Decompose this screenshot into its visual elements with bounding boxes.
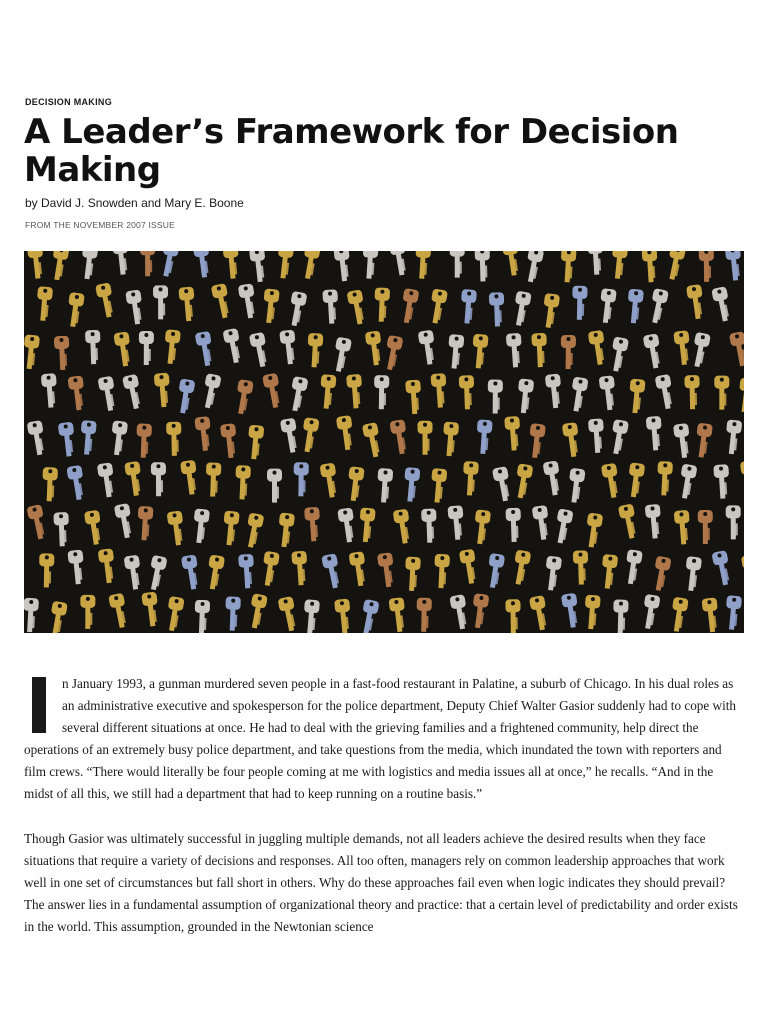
key-shape [737,377,744,413]
key-shape [449,594,470,630]
key-shape [300,417,320,453]
key-shape [205,462,221,497]
key-shape [261,288,280,323]
key-shape [389,597,408,633]
key-shape [181,554,201,590]
key-shape [402,467,420,502]
key-shape [293,462,308,496]
key-shape [220,423,238,458]
key-shape [714,376,729,410]
key-shape [97,462,117,498]
key-shape [166,422,182,456]
key-shape [349,551,369,587]
key-shape [421,508,437,543]
key-shape [98,376,119,412]
key-shape [404,557,421,592]
key-shape [223,251,241,279]
key-shape [35,286,53,321]
key-shape [365,330,384,366]
key-shape [346,374,363,409]
key-shape [222,328,243,364]
key-shape [389,419,409,455]
key-shape [601,463,622,499]
key-shape [153,285,168,319]
key-shape [66,465,86,501]
key-shape [529,595,550,631]
key-shape [725,251,743,281]
key-shape [711,550,733,586]
key-shape [399,288,420,324]
key-shape [543,556,562,592]
key-shape [418,421,433,455]
key-shape [613,599,629,633]
key-shape [79,251,98,280]
key-shape [124,461,144,497]
key-shape [205,554,225,590]
key-shape [475,251,491,282]
key-shape [489,292,505,327]
key-shape [504,416,521,451]
key-shape [49,251,69,281]
key-shape [320,463,340,499]
key-shape [485,553,505,589]
key-shape [225,596,241,631]
key-shape [561,593,581,629]
key-shape [626,462,645,498]
key-shape [246,425,264,460]
key-shape [125,289,145,325]
key-shape [336,415,355,451]
key-shape [287,376,308,412]
key-shape [382,335,403,371]
key-shape [80,595,95,629]
key-shape [694,423,713,459]
key-shape [358,599,379,633]
key-shape [608,419,629,455]
key-shape [374,375,389,409]
key-shape [136,506,153,541]
key-shape [545,373,563,408]
key-shape [146,555,168,591]
key-shape [599,375,618,410]
key-shape [42,467,58,502]
key-shape [429,468,447,503]
key-shape [280,418,301,454]
key-shape [724,595,742,630]
key-shape [321,553,343,589]
key-shape [513,463,534,499]
key-shape [287,291,308,327]
key-shape [233,379,254,415]
key-shape [333,251,352,282]
key-shape [95,282,116,318]
key-shape [374,287,390,322]
key-shape [304,507,321,542]
key-shape [85,330,101,365]
key-shape [428,288,448,324]
key-shape [275,251,294,279]
key-shape [506,333,523,368]
key-shape [211,283,233,319]
key-shape [26,504,48,540]
key-shape [531,333,548,368]
key-shape [642,251,659,283]
key-shape [572,286,588,320]
key-shape [511,291,532,327]
key-shape [475,419,492,454]
key-shape [726,505,741,539]
key-shape [674,510,692,545]
key-shape [433,554,450,589]
key-shape [698,510,713,544]
key-shape [655,374,676,410]
key-shape [194,600,210,633]
key-shape [566,468,585,504]
key-shape [235,465,251,500]
key-shape [505,599,520,633]
key-shape [376,468,393,503]
key-shape [136,423,152,458]
key-shape [560,251,577,283]
key-shape [331,337,352,373]
key-shape [24,334,40,369]
key-shape [164,596,185,632]
key-shape [84,510,104,546]
key-shape [347,289,368,325]
key-shape [249,332,270,368]
topic-label[interactable]: DECISION MAKING [25,97,113,107]
key-shape [471,334,489,369]
key-shape [58,422,77,457]
key-shape [238,554,255,589]
key-shape [502,251,522,276]
key-shape [79,420,97,455]
key-shape [584,513,604,549]
key-shape [139,331,154,365]
key-shape [470,593,489,629]
key-shape [122,374,144,410]
key-shape [459,289,477,324]
key-shape [741,554,744,590]
key-shape [279,330,298,365]
key-shape [561,335,576,369]
key-shape [447,334,465,369]
key-shape [109,420,128,456]
key-shape [645,504,663,539]
key-shape [141,592,160,628]
key-shape [319,374,337,409]
key-shape [583,595,601,630]
key-shape [713,464,730,499]
key-shape [405,380,422,415]
key-shape [67,549,85,584]
key-shape [195,331,215,367]
key-shape [553,508,574,544]
byline: by David J. Snowden and Mary E. Boone [25,196,244,210]
key-shape [673,423,692,459]
key-shape [27,420,48,456]
key-shape [108,593,129,629]
key-shape [673,330,692,365]
key-shape [140,251,155,276]
key-shape [124,555,143,591]
key-shape [492,466,513,502]
key-shape [154,373,172,408]
key-shape [414,251,431,279]
key-shape [610,251,628,279]
key-shape [41,373,59,408]
key-shape [472,509,491,545]
key-shape [276,512,295,547]
key-shape [178,287,196,322]
key-shape [200,373,222,409]
key-shape [98,548,117,584]
key-shape [302,599,320,633]
key-shape [54,336,70,371]
key-shape [587,251,604,275]
key-shape [627,379,645,414]
key-shape [267,469,282,503]
key-shape [600,554,618,589]
key-shape [158,251,179,278]
key-shape [447,505,465,540]
key-shape [647,288,669,324]
key-shape [683,556,702,591]
key-shape [729,331,744,367]
key-shape [588,418,605,453]
key-shape [506,508,522,542]
key-shape [724,419,742,454]
key-shape [527,423,546,458]
key-shape [623,549,643,585]
key-shape [238,283,258,319]
key-shape [163,329,181,364]
key-shape [291,551,308,586]
key-shape [684,375,700,409]
key-shape [573,550,589,584]
key-shape [167,510,186,546]
key-shape [112,251,131,275]
key-shape [262,373,283,409]
paragraph-2: Though Gasior was ultimately successful in juggling multiple demands, not all leaders achieve the desired results when they face situations that require a variety of decisions and responses. All too often, managers rely on common leadership approaches that work well in one set of circumstances but fall short in others. Why do these approaches fail even when logic indicates they should prevail? The answer lies in a fundamental assumption of organizational theory and practice: that a certain level of predictability and order exists in the world. This assumption, grounded in the Newtonian science [24,830,738,934]
key-shape [450,251,465,278]
key-shape [643,333,664,369]
key-shape [175,378,195,414]
article-title: A Leader’s Framework for Decision Making [24,112,679,190]
key-shape [322,289,339,324]
keys-illustration [24,251,744,633]
key-shape [362,422,383,458]
key-shape [361,251,378,279]
key-shape [516,378,534,413]
key-shape [459,375,475,410]
drop-cap [32,677,46,733]
key-shape [307,333,324,368]
key-shape [260,551,280,587]
key-shape [194,416,213,451]
key-shape [193,251,212,278]
key-shape [27,251,46,279]
key-shape [65,292,85,328]
key-shape [68,375,87,411]
key-shape [462,461,479,496]
key-shape [24,598,39,633]
key-shape [541,293,561,329]
key-shape [113,331,133,367]
key-shape [588,330,608,366]
key-shape [53,512,69,547]
paragraph-1-text: n January 1993, a gunman murdered seven people in a fast-food restaurant in Palatine, a suburb of Chicago. In his dual roles as an administrative executive and spokesperson for the police department, Deputy Chief Walter Gasior suddenly had to cope with several different situations at once. He had to deal with the grieving families and a frightened community, help direct the operations of an extremely busy police department, and take questions from the media, which inundated the town with reporters and film crews. “There would literally be four people coming at me with logistics and media issues all at once,” he recalls. “And in the midst of all this, we still had a department that had to keep running on a routine basis.” [24,676,736,802]
key-shape [511,550,532,586]
key-shape [651,556,672,592]
key-shape [532,505,552,541]
key-shape [656,461,673,496]
key-shape [151,462,166,496]
key-shape [626,289,644,324]
key-shape [488,380,503,414]
key-shape [278,596,300,632]
key-shape [358,507,376,542]
key-shape [337,507,357,543]
key-shape [459,549,479,585]
key-shape [247,593,268,629]
key-shape [562,422,581,458]
key-shape [300,251,321,280]
key-shape [418,330,438,366]
key-shape [686,284,706,320]
key-shape [608,336,629,372]
key-shape [543,460,563,496]
key-shape [677,464,697,500]
key-shape [699,251,714,282]
key-shape [416,598,432,632]
key-shape [249,251,268,283]
key-shape [47,601,68,633]
key-shape [702,597,721,632]
key-shape [740,460,744,496]
key-shape [618,503,640,539]
key-shape [114,503,135,539]
key-shape [389,251,410,276]
key-shape [669,597,689,633]
key-shape [180,460,199,496]
key-shape [665,251,687,281]
issue-label[interactable]: FROM THE NOVEMBER 2007 ISSUE [25,220,175,230]
key-shape [441,422,459,457]
key-shape [431,373,448,408]
key-shape [377,552,396,588]
hero-image [24,251,744,633]
key-shape [39,553,55,587]
key-shape [711,286,732,322]
key-shape [221,511,239,546]
key-shape [523,251,544,283]
key-shape [243,512,264,548]
key-shape [191,508,210,543]
key-shape [393,509,413,545]
paragraph-1 [24,673,740,806]
key-shape [346,466,365,502]
key-shape [640,594,660,630]
key-shape [598,288,617,324]
key-shape [646,416,664,451]
key-shape [568,377,588,413]
key-shape [334,599,352,633]
key-shape [690,332,711,368]
article-body [24,673,740,960]
